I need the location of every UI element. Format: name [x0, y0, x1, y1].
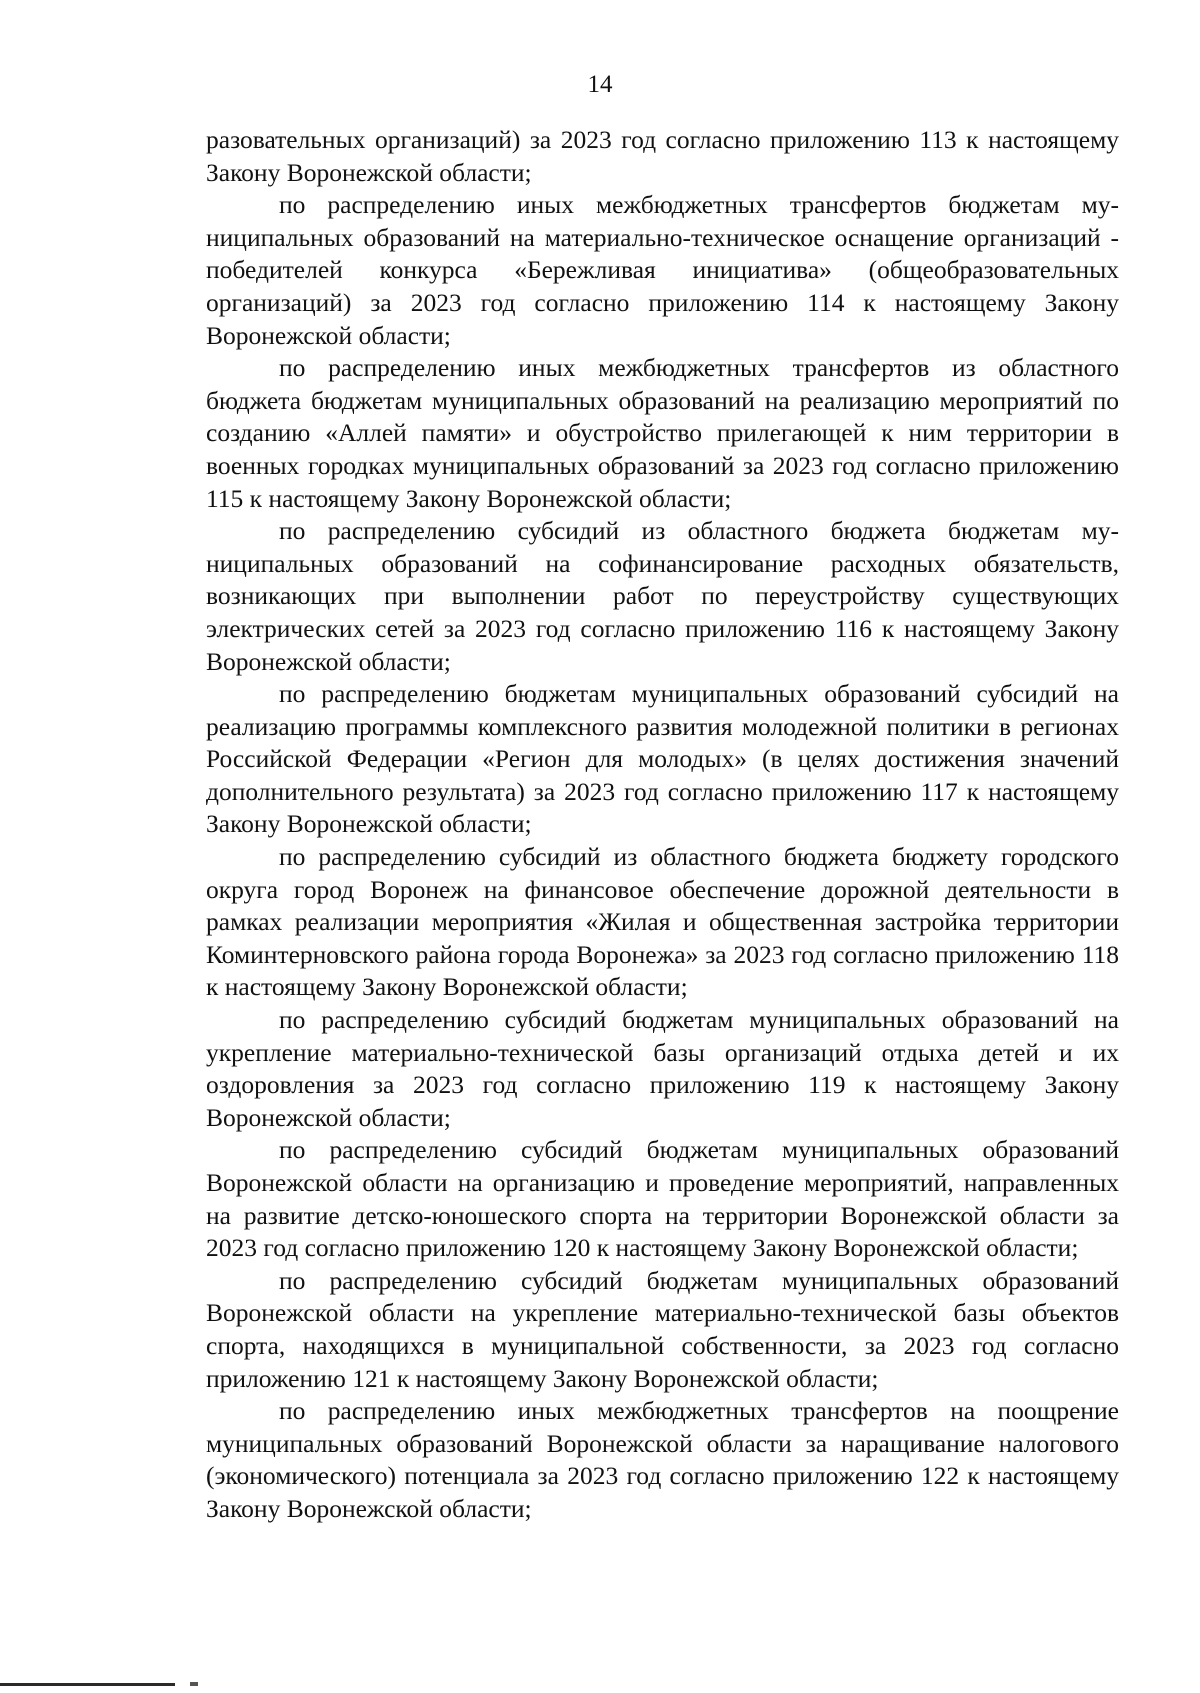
page-number: 14	[587, 71, 613, 98]
paragraph-appendix-116: по распределению субсидий из областного бюджета бюджетам муниципальных образований на софинансирование расходных обязательств, возникающих при выполнении работ по переустройству существующих электрических сетей за 2023 год согласно приложению 116 к настоящему Закону Воронежской области;	[206, 516, 1119, 676]
footer-rule	[0, 1683, 175, 1686]
footer-mark	[190, 1682, 198, 1686]
paragraph-continuation: разовательных организаций) за 2023 год согласно приложению 113 к настоящему Закону Воронежской области;	[206, 125, 1119, 187]
paragraph-appendix-121: по распределению субсидий бюджетам муниципальных образований Воронежской области на укрепление материально-технической базы объектов спорта, находящихся в муниципальной собственности, за 2023 год согласно приложению 121 к настоящему Закону Воронежской области;	[206, 1265, 1119, 1393]
paragraph-appendix-119: по распределению субсидий бюджетам муниципальных образований на укрепление материально-технической базы организаций отдыха детей и их оздоровления за 2023 год согласно приложению 119 к настоящему Закону Воронежской области;	[206, 1005, 1119, 1132]
paragraph-appendix-118: по распределению субсидий из областного бюджета бюджету городского округа город Воронеж на финансовое обеспечение дорожной деятельности в рамках реализации мероприятия «Жилая и общественная застройка территории Коминтерновского района города Воронежа» за 2023 год согласно приложению 118 к настоящему Закону Воронежской области;	[206, 842, 1119, 1002]
paragraph-appendix-117: по распределению бюджетам муниципальных образований субсидий на реализацию программы комплексного развития молодежной политики в регионах Российской Федерации «Регион для молодых» (в целях достижения значений дополнительного результата) за 2023 год согласно приложению 117 к настоящему Закону Воронежской области;	[206, 679, 1119, 839]
paragraph-appendix-122: по распределению иных межбюджетных трансфертов на поощрение муниципальных образований Воронежской области за наращивание налогового (экономического) потенциала за 2023 год согласно приложению 122 к настоящему Закону Воронежской области;	[206, 1396, 1119, 1523]
document-body	[206, 124, 1119, 1526]
paragraph-appendix-120: по распределению субсидий бюджетам муниципальных образований Воронежской области на организацию и проведение мероприятий, направленных на развитие детско-юношеского спорта на территории Воронежской области за 2023 год согласно приложению 120 к настоящему Закону Воронежской области;	[206, 1135, 1119, 1263]
paragraph-appendix-115: по распределению иных межбюджетных трансфертов из областного бюджета бюджетам муниципальных образований на реализацию мероприятий по созданию «Аллей памяти» и обустройство прилегающей к ним территории в военных городках муниципальных образований за 2023 год согласно приложению 115 к настоящему Закону Воронежской области;	[206, 353, 1119, 513]
paragraph-appendix-114: по распределению иных межбюджетных трансфертов бюджетам муниципальных образований на материально-техническое оснащение организаций - победителей конкурса «Бережливая инициатива» (общеобразовательных организаций) за 2023 год согласно приложению 114 к настоящему Закону Воронежской области;	[206, 190, 1119, 350]
